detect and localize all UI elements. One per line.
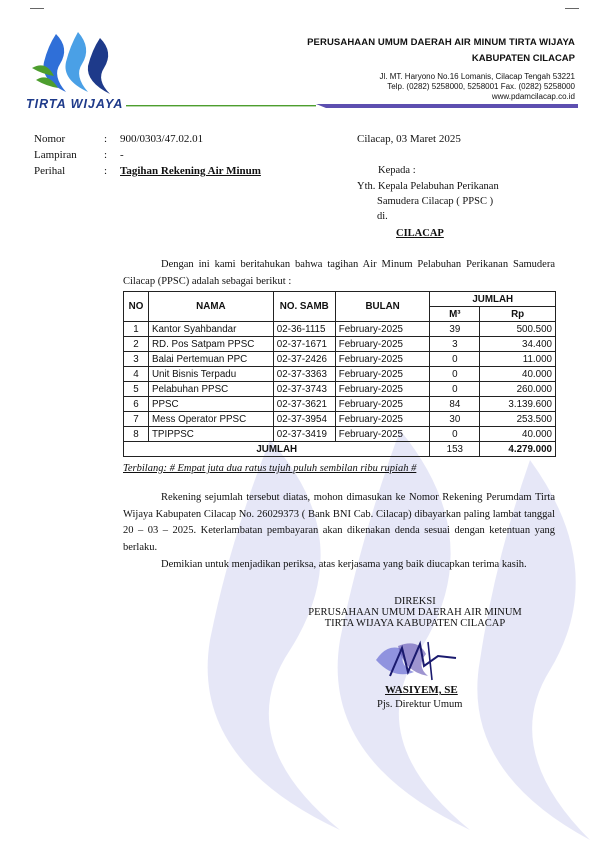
header-rule [126,104,578,108]
cell-rp: 500.500 [480,322,556,337]
cell-rp: 260.000 [480,382,556,397]
cell-nama: Kantor Syahbandar [148,322,273,337]
cell-samb: 02-37-3743 [273,382,335,397]
table-row [124,427,556,442]
table-row [124,322,556,337]
header-bulan: BULAN [335,292,430,322]
corner-mark-right [565,8,579,9]
perihal-value: Tagihan Rekening Air Minum [120,165,261,177]
cell-bulan: February-2025 [335,397,430,412]
org-name: PERUSAHAAN UMUM DAERAH AIR MINUM TIRTA WIJAYA [307,37,575,48]
cell-nama: Mess Operator PPSC [148,412,273,427]
cell-m3: 0 [430,352,480,367]
cell-nama: Balai Pertemuan PPC [148,352,273,367]
table-row [124,412,556,427]
nomor-label: Nomor [34,133,66,145]
cell-rp: 253.500 [480,412,556,427]
cell-no: 4 [124,367,149,382]
cell-samb: 02-37-3954 [273,412,335,427]
nomor-colon: : [104,133,108,145]
signer-name: WASIYEM, SE [385,684,458,696]
perihal-colon: : [104,165,108,177]
header-jumlah: JUMLAH [430,292,556,307]
org-contact [379,72,575,102]
table-row [124,397,556,412]
cell-bulan: February-2025 [335,427,430,442]
cell-samb: 02-37-2426 [273,352,335,367]
org-region: KABUPATEN CILACAP [471,53,575,64]
cell-samb: 02-37-3621 [273,397,335,412]
table-row [124,382,556,397]
letter-date: Cilacap, 03 Maret 2025 [357,133,461,145]
cell-bulan: February-2025 [335,322,430,337]
org-website: www.pdamcilacap.co.id [491,92,575,101]
table-row [124,352,556,367]
billing-table [123,291,556,457]
cell-m3: 39 [430,322,480,337]
corner-mark-left [30,8,44,9]
org-address: Jl. MT. Haryono No.16 Lomanis, Cilacap Tengah 53221 [379,72,575,81]
recipient-line1: Yth. Kepala Pelabuhan Perikanan [357,181,499,192]
signature-org2: TIRTA WIJAYA KABUPATEN CILACAP [324,618,506,629]
header-nama: NAMA [148,292,273,322]
cell-nama: TPIPPSC [148,427,273,442]
cell-samb: 02-37-1671 [273,337,335,352]
cell-m3: 0 [430,367,480,382]
header-rp: Rp [480,307,556,322]
cell-bulan: February-2025 [335,412,430,427]
brand-name: TIRTA WIJAYA [26,97,124,111]
total-rp: 4.279.000 [480,442,556,457]
terbilang-text: Terbilang: # Empat juta dua ratus tujuh puluh sembilan ribu rupiah # [123,463,417,474]
watermark-logo [150,420,593,850]
cell-no: 6 [124,397,149,412]
recipient-kepada: Kepada : [378,165,416,176]
lampiran-label: Lampiran [34,149,77,161]
cell-bulan: February-2025 [335,352,430,367]
signature-org1: PERUSAHAAN UMUM DAERAH AIR MINUM [308,607,522,618]
cell-samb: 02-36-1115 [273,322,335,337]
table-row [124,337,556,352]
cell-m3: 0 [430,427,480,442]
cell-rp: 34.400 [480,337,556,352]
recipient-line2: Samudera Cilacap ( PPSC ) [377,196,494,207]
cell-samb: 02-37-3363 [273,367,335,382]
cell-rp: 40.000 [480,427,556,442]
cell-samb: 02-37-3419 [273,427,335,442]
cell-m3: 84 [430,397,480,412]
cell-rp: 40.000 [480,367,556,382]
payment-paragraph: Rekening sejumlah tersebut diatas, mohon dimasukan ke Nomor Rekening Perumdam Tirta Wijaya Kabupaten Cilacap No. 26029373 ( Bank BNI Cab. Cilacap) dibayarkan paling lambat tanggal 20 – 03 – 2025. Keterlambatan pembayaran akan dikenakan denda sesuai dengan ketentuan yang berlaku. [123,492,555,553]
cell-bulan: February-2025 [335,382,430,397]
cell-no: 3 [124,352,149,367]
recipient-city: CILACAP [396,228,444,239]
company-stamp [368,636,460,686]
cell-nama: RD. Pos Satpam PPSC [148,337,273,352]
cell-no: 5 [124,382,149,397]
cell-m3: 0 [430,382,480,397]
intro-paragraph: Dengan ini kami beritahukan bahwa tagihan Air Minum Pelabuhan Perikanan Samudera Cilacap (PPSC) adalah sebagai berikut : [123,259,555,287]
org-phone: Telp. (0282) 5258000, 5258001 Fax. (0282) 5258000 [387,82,575,91]
cell-bulan: February-2025 [335,367,430,382]
header-m3: M³ [430,307,480,322]
header-no: NO [124,292,149,322]
cell-no: 2 [124,337,149,352]
header-no-samb: NO. SAMB [273,292,335,322]
recipient-line3: di. [377,211,388,222]
signature-block [300,596,530,629]
total-label: JUMLAH [124,442,430,457]
table-total-row [124,442,556,457]
company-logo [26,30,122,96]
cell-no: 7 [124,412,149,427]
cell-no: 8 [124,427,149,442]
signer-position: Pjs. Direktur Umum [377,699,463,710]
cell-rp: 11.000 [480,352,556,367]
table-row [124,367,556,382]
cell-nama: Pelabuhan PPSC [148,382,273,397]
cell-m3: 30 [430,412,480,427]
cell-no: 1 [124,322,149,337]
closing-paragraph: Demikian untuk menjadikan periksa, atas kerjasama yang baik diucapkan terima kasih. [161,559,527,570]
nomor-value: 900/0303/47.02.01 [120,133,204,145]
cell-rp: 3.139.600 [480,397,556,412]
cell-nama: PPSC [148,397,273,412]
total-m3: 153 [430,442,480,457]
cell-m3: 3 [430,337,480,352]
perihal-label: Perihal [34,165,66,177]
lampiran-colon: : [104,149,108,161]
cell-nama: Unit Bisnis Terpadu [148,367,273,382]
signature-title: DIREKSI [394,596,436,607]
cell-bulan: February-2025 [335,337,430,352]
lampiran-value: - [120,149,124,161]
